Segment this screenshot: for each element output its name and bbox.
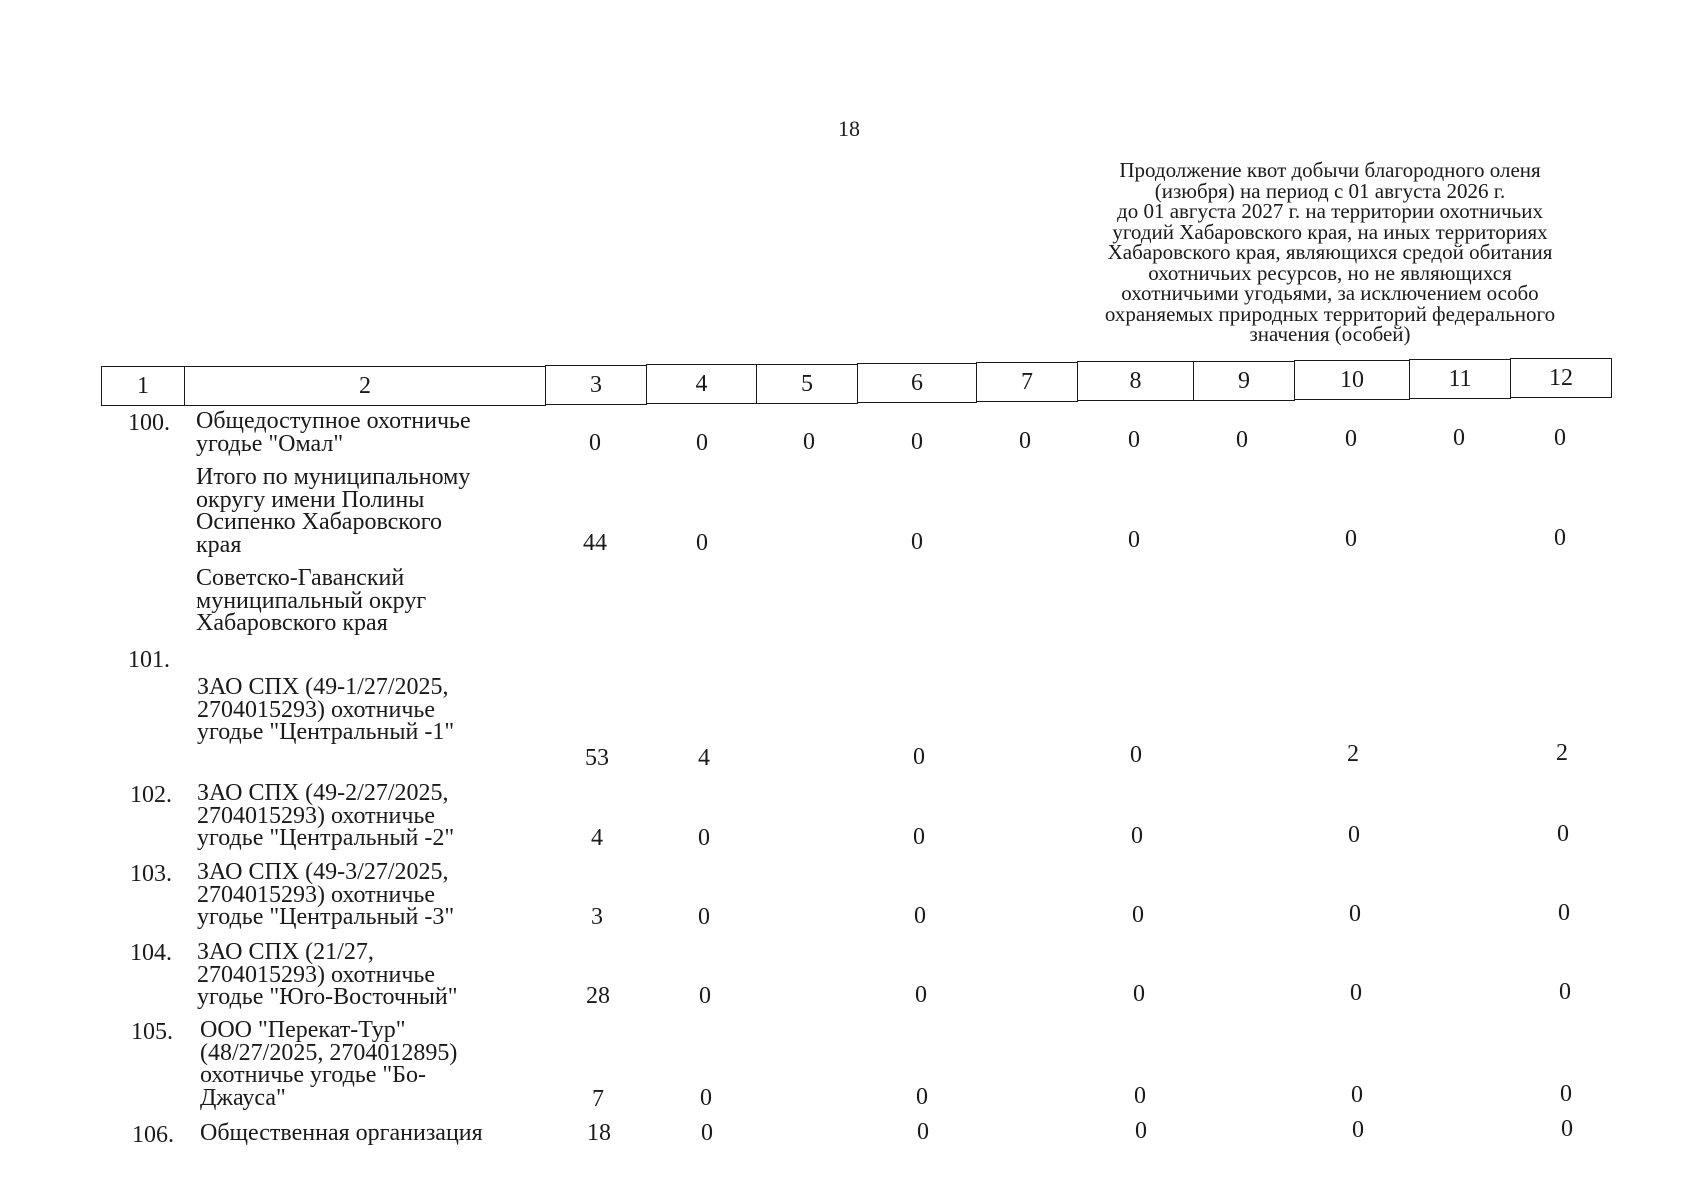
row-title-line: 2704015293) охотничье bbox=[197, 802, 436, 829]
caption-line: угодий Хабаровского края, на иных территориях bbox=[1112, 219, 1548, 244]
column-header: 2 bbox=[184, 366, 546, 406]
column-header: 3 bbox=[545, 365, 647, 405]
row-title-line: Итого по муниципальному bbox=[196, 464, 471, 490]
row-title-line: ООО "Перекат-Тур" bbox=[200, 1017, 406, 1043]
cell-value: 4 bbox=[698, 745, 710, 771]
row-number: 104. bbox=[130, 940, 172, 966]
row-title-line: 2704015293) охотничье bbox=[197, 696, 436, 723]
row-title-line: 2704015293) охотничье bbox=[197, 961, 436, 988]
column-header: 7 bbox=[976, 362, 1078, 402]
row-title-line: охотничье угодье "Бо- bbox=[200, 1062, 426, 1088]
row-number: 103. bbox=[130, 861, 172, 887]
cell-value: 0 bbox=[1560, 1081, 1572, 1107]
caption-line: охотничьими угодьями, за исключением особо bbox=[1121, 281, 1539, 305]
cell-value: 0 bbox=[698, 904, 710, 930]
cell-value: 0 bbox=[1345, 426, 1357, 452]
cell-value: 0 bbox=[1128, 527, 1140, 553]
cell-value: 0 bbox=[1557, 821, 1569, 847]
cell-value: 53 bbox=[585, 745, 609, 771]
cell-value: 0 bbox=[913, 824, 925, 850]
cell-value: 0 bbox=[1558, 900, 1570, 926]
cell-value: 0 bbox=[1348, 822, 1360, 848]
cell-value: 0 bbox=[1132, 902, 1144, 928]
column-header: 11 bbox=[1409, 359, 1511, 399]
cell-value: 0 bbox=[1236, 427, 1248, 453]
cell-value: 0 bbox=[696, 530, 708, 556]
cell-value: 0 bbox=[701, 1120, 713, 1146]
row-title-line: угодье "Омал" bbox=[196, 430, 344, 457]
row-title bbox=[196, 410, 576, 455]
row-title-line: ЗАО СПХ (21/27, bbox=[197, 939, 374, 965]
caption-line: до 01 августа 2027 г. на территории охотничьих bbox=[1117, 199, 1543, 223]
cell-value: 0 bbox=[700, 1085, 712, 1111]
cell-value: 0 bbox=[1561, 1116, 1573, 1142]
cell-value: 0 bbox=[915, 982, 927, 1008]
cell-value: 4 bbox=[591, 825, 603, 851]
caption-line: Хабаровского края, являющихся средой обитания bbox=[1107, 240, 1553, 264]
column-header: 5 bbox=[756, 364, 858, 404]
cell-value: 0 bbox=[1554, 525, 1566, 551]
caption-line: Продолжение квот добычи благородного оленя bbox=[1119, 158, 1541, 182]
row-title-line: ЗАО СПХ (49-1/27/2025, bbox=[197, 674, 449, 700]
cell-value: 0 bbox=[916, 1084, 928, 1110]
cell-value: 0 bbox=[914, 903, 926, 929]
row-title-line: ЗАО СПХ (49-2/27/2025, bbox=[197, 780, 449, 806]
cell-value: 0 bbox=[1352, 1117, 1364, 1143]
cell-value: 0 bbox=[1554, 425, 1566, 451]
caption-line: охраняемых природных территорий федерального bbox=[1104, 301, 1556, 326]
row-title-line: 2704015293) охотничье bbox=[197, 881, 436, 908]
column-header: 10 bbox=[1294, 360, 1410, 400]
cell-value: 44 bbox=[583, 530, 607, 556]
row-title bbox=[200, 1122, 580, 1145]
cell-value: 0 bbox=[1345, 526, 1357, 552]
cell-value: 0 bbox=[1133, 981, 1145, 1007]
cell-value: 2 bbox=[1347, 741, 1359, 767]
row-title bbox=[196, 466, 576, 556]
cell-value: 3 bbox=[591, 904, 603, 930]
column-header: 9 bbox=[1193, 361, 1295, 401]
cell-value: 0 bbox=[1019, 428, 1031, 454]
row-number: 105. bbox=[131, 1019, 173, 1045]
row-title-line: края bbox=[196, 531, 242, 558]
cell-value: 0 bbox=[1351, 1082, 1363, 1108]
cell-value: 0 bbox=[699, 983, 711, 1009]
cell-value: 0 bbox=[1130, 742, 1142, 768]
cell-value: 0 bbox=[589, 430, 601, 456]
cell-value: 28 bbox=[586, 983, 610, 1009]
row-title-line: Общедоступное охотничье bbox=[196, 408, 471, 434]
cell-value: 0 bbox=[917, 1119, 929, 1145]
cell-value: 0 bbox=[1349, 901, 1361, 927]
row-title-line: угодье "Центральный -1" bbox=[197, 719, 455, 745]
cell-value: 0 bbox=[1559, 979, 1571, 1005]
row-title-line: угодье "Юго-Восточный" bbox=[197, 984, 458, 1010]
cell-value: 18 bbox=[587, 1120, 611, 1146]
column-header: 4 bbox=[646, 364, 757, 404]
row-title-line: муниципальный округ bbox=[196, 587, 427, 614]
row-title-line: округу имени Полины bbox=[196, 486, 425, 513]
cell-value: 0 bbox=[1134, 1083, 1146, 1109]
cell-value: 0 bbox=[1128, 427, 1140, 453]
cell-value: 0 bbox=[911, 429, 923, 455]
row-title bbox=[197, 676, 577, 744]
row-title bbox=[197, 782, 577, 850]
page-number: 18 bbox=[838, 116, 860, 141]
column-header: 12 bbox=[1510, 358, 1612, 398]
caption-line: (изюбря) на период с 01 августа 2026 г. bbox=[1154, 178, 1506, 203]
row-title bbox=[200, 1019, 580, 1109]
row-title bbox=[197, 941, 577, 1009]
row-title bbox=[196, 567, 576, 635]
cell-value: 0 bbox=[696, 430, 708, 456]
cell-value: 0 bbox=[1135, 1118, 1147, 1144]
row-number: 102. bbox=[130, 782, 172, 808]
caption-line: значения (особей) bbox=[1249, 322, 1411, 346]
caption-line: охотничьих ресурсов, но не являющихся bbox=[1148, 260, 1512, 285]
row-title-line: угодье "Центральный -3" bbox=[197, 904, 455, 930]
row-title bbox=[197, 861, 577, 929]
cell-value: 0 bbox=[698, 825, 710, 851]
cell-value: 2 bbox=[1556, 740, 1568, 766]
cell-value: 0 bbox=[1350, 980, 1362, 1006]
cell-value: 0 bbox=[803, 429, 815, 455]
row-title-line: (48/27/2025, 2704012895) bbox=[200, 1039, 458, 1066]
column-header: 6 bbox=[857, 363, 977, 403]
row-number: 101. bbox=[128, 647, 170, 673]
cell-value: 0 bbox=[1131, 823, 1143, 849]
row-title-line: Осипенко Хабаровского bbox=[196, 509, 442, 535]
column-header: 1 bbox=[101, 366, 185, 406]
row-title-line: Джауса" bbox=[200, 1084, 286, 1111]
row-number: 100. bbox=[128, 410, 170, 436]
cell-value: 0 bbox=[913, 744, 925, 770]
row-title-line: Советско-Гаванский bbox=[196, 565, 405, 591]
column-header: 8 bbox=[1077, 361, 1194, 401]
cell-value: 0 bbox=[911, 529, 923, 555]
cell-value: 0 bbox=[1453, 425, 1465, 451]
row-title-line: Хабаровского края bbox=[196, 610, 388, 636]
row-title-line: угодье "Центральный -2" bbox=[197, 825, 455, 851]
row-number: 106. bbox=[132, 1122, 174, 1148]
cell-value: 7 bbox=[592, 1086, 604, 1112]
row-title-line: Общественная организация bbox=[200, 1120, 483, 1146]
row-title-line: ЗАО СПХ (49-3/27/2025, bbox=[197, 859, 449, 885]
